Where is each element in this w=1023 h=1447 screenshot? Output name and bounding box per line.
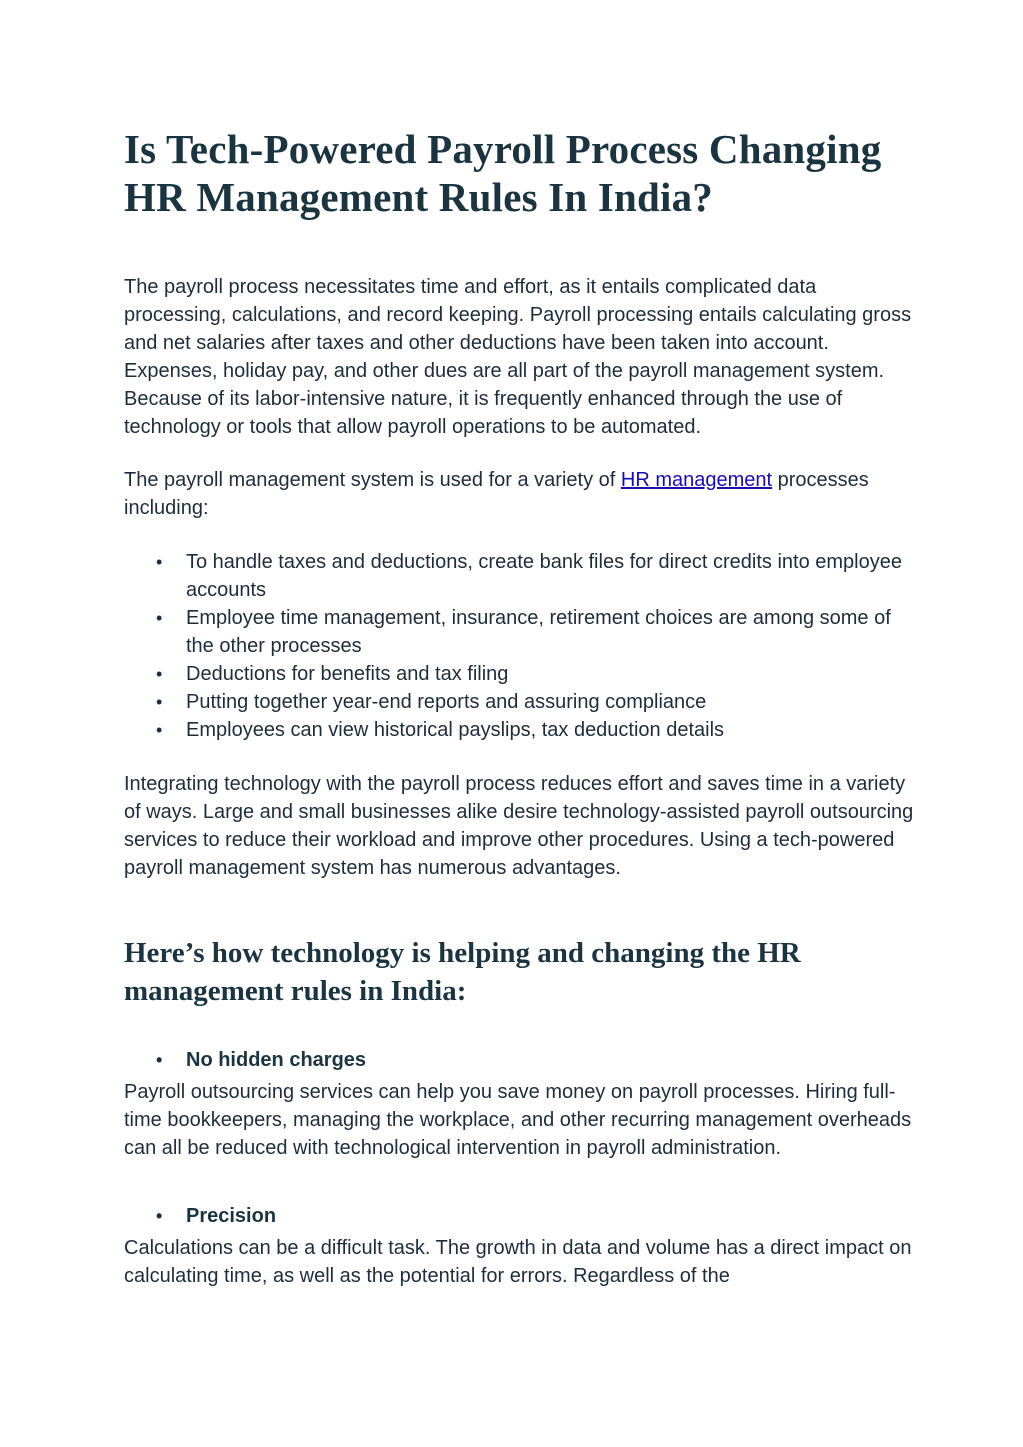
intro-paragraph: The payroll process necessitates time and effort, as it entails complicated data processing, calculations, and record keeping. Payroll processing entails calculating gross and net salaries after taxes and other deductions have been taken into account. Expenses, holiday pay, and other dues are all part of the payroll management system. Because of its labor-intensive nature, it is frequently enhanced through the use of technology or tools that allow payroll operations to be automated.	[124, 276, 912, 438]
list-item: • Putting together year-end reports and assuring compliance	[186, 688, 914, 716]
processes-paragraph-before: The payroll management system is used for a variety of	[124, 469, 621, 491]
page-title: Is Tech-Powered Payroll Process Changing HR Management Rules In India?	[124, 126, 882, 220]
list-item: • Employees can view historical payslips, tax deduction details	[186, 716, 914, 744]
feature-text: Payroll outsourcing services can help you save money on payroll processes. Hiring full-time bookkeepers, managing the workplace, and other recurring management overheads can all be reduced with technological intervention in payroll administration.	[124, 1081, 912, 1159]
list-item: • Employee time management, insurance, retirement choices are among some of the other processes	[186, 604, 914, 660]
feature-title: • Precision	[186, 1202, 914, 1230]
hr-management-link[interactable]: HR management	[620, 469, 773, 491]
feature-list-2	[124, 1202, 914, 1230]
feature-list-1	[124, 1046, 914, 1074]
feature-text: Calculations can be a difficult task. The growth in data and volume has a direct impact on calculating time, as well as the potential for errors. Regardless of the	[124, 1237, 912, 1287]
section-heading: Here’s how technology is helping and changing the HR management rules in India:	[124, 937, 801, 1007]
document-page	[124, 125, 914, 1290]
list-item: • To handle taxes and deductions, create bank files for direct credits into employee accounts	[186, 548, 914, 604]
list-item: • Deductions for benefits and tax filing	[186, 660, 914, 688]
integration-paragraph: Integrating technology with the payroll process reduces effort and saves time in a variety of ways. Large and small businesses alike desire technology-assisted payroll outsourcing services to reduce their workload and improve other procedures. Using a tech-powered payroll management system has numerous advantages.	[124, 773, 914, 879]
processes-list	[124, 548, 914, 744]
processes-paragraph-after: processes including:	[124, 469, 869, 519]
processes-paragraph	[124, 466, 914, 522]
feature-title: • No hidden charges	[186, 1046, 914, 1074]
